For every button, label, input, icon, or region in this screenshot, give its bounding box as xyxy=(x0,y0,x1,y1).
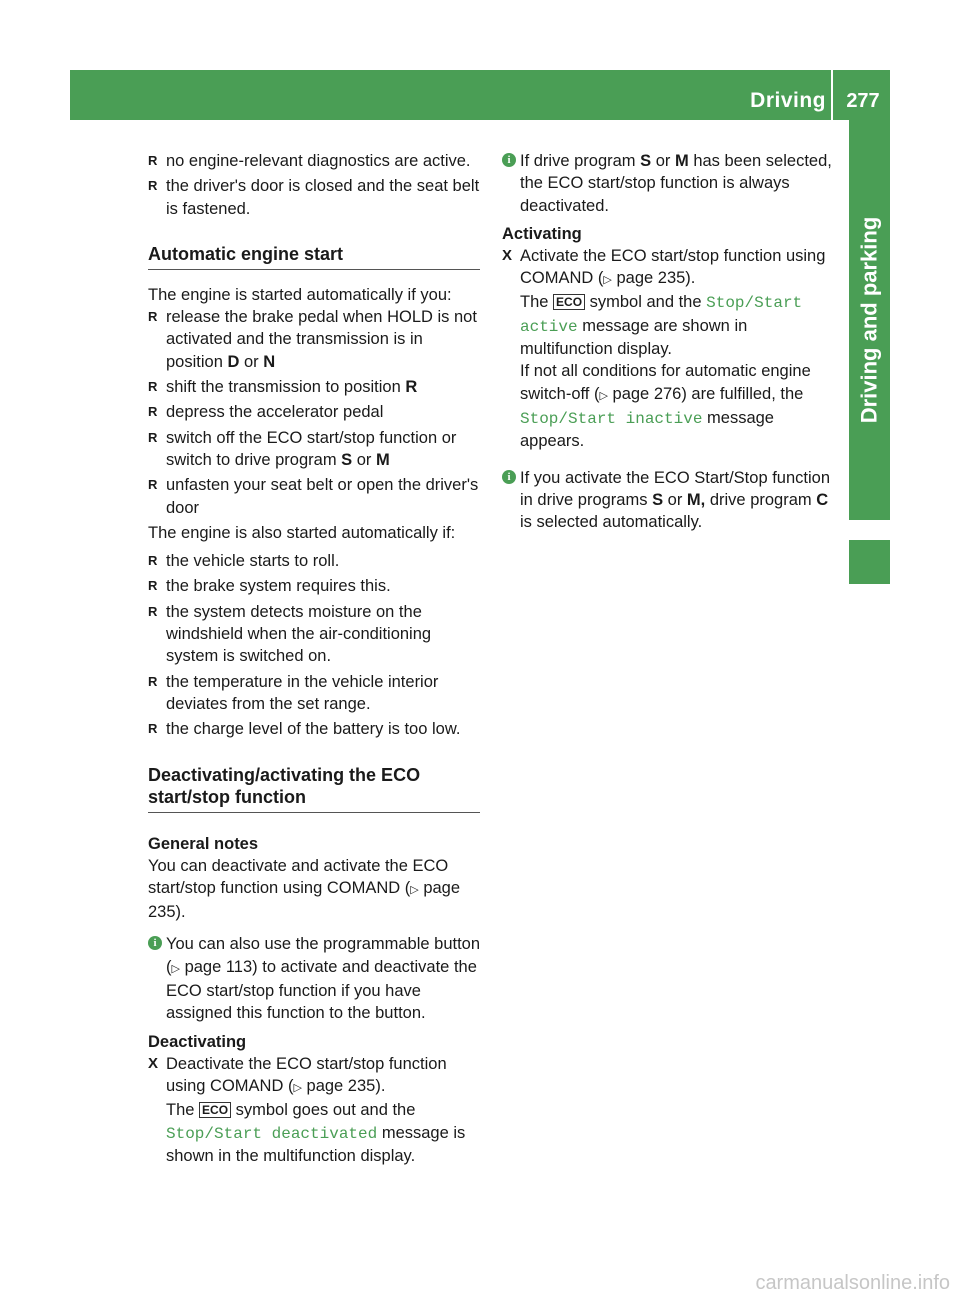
header-divider xyxy=(831,70,833,120)
chapter-marker xyxy=(849,540,890,584)
info-icon: i xyxy=(148,936,162,950)
paragraph: The engine is started automatically if you: xyxy=(148,285,452,304)
watermark: carmanualsonline.info xyxy=(755,1272,950,1294)
info-icon: i xyxy=(502,153,516,167)
chapter-tab-label: Driving and parking xyxy=(856,216,882,424)
list-item: R shift the transmission to position R xyxy=(148,376,480,398)
list-item: R unfasten your seat belt or open the driver's door xyxy=(148,476,479,517)
bullet-icon: R xyxy=(148,404,158,420)
display-message: Stop/Start deactivated xyxy=(166,1124,378,1143)
list-item: R the temperature in the vehicle interior deviates from the set range. xyxy=(148,672,439,713)
bullet-icon: R xyxy=(148,309,158,325)
list-item: R no engine-relevant diagnostics are active. xyxy=(148,150,480,172)
bullet-icon: R xyxy=(148,721,158,737)
instruction-step: X Deactivate the ECO start/stop function using COMAND (▷ page 235). The ECO symbol goes out and the Stop/Start deactivated message is shown in the multifunction display. xyxy=(148,1054,466,1165)
left-column xyxy=(148,150,480,1167)
list-item: R the vehicle starts to roll. xyxy=(148,550,480,572)
instruction-note: If not all conditions for automatic engine switch-off (▷ page 276) are fulfilled, the Stop/Start inactive message appears. xyxy=(520,362,811,451)
bullet-icon: R xyxy=(148,379,158,395)
bullet-icon: R xyxy=(148,153,158,168)
step-icon: X xyxy=(502,246,513,264)
eco-icon: ECO xyxy=(199,1102,231,1118)
step-icon: X xyxy=(148,1054,159,1072)
page-ref-icon: ▷ xyxy=(603,274,612,287)
page-ref-icon: ▷ xyxy=(293,1081,302,1094)
bullet-icon: R xyxy=(148,673,158,689)
info-note: i If drive program S or M has been selected, the ECO start/stop function is always deactivated. xyxy=(502,150,838,217)
display-message: Stop/Start inactive xyxy=(520,409,703,428)
bullet-icon: R xyxy=(148,178,158,194)
bullet-icon: R xyxy=(148,578,158,594)
page-ref-icon: ▷ xyxy=(410,883,419,896)
bullet-icon: R xyxy=(148,553,158,569)
page-ref-icon: ▷ xyxy=(599,389,608,402)
list-item: R the system detects moisture on the windshield when the air-conditioning system is switched on. xyxy=(148,602,432,666)
heading-deactivating-activating: Deactivating/activating the ECO start/stop function xyxy=(148,764,480,813)
heading-general-notes: General notes xyxy=(148,834,259,853)
list-item: R the driver's door is closed and the seat belt is fastened. xyxy=(148,177,480,218)
right-column xyxy=(502,150,838,533)
paragraph: You can deactivate and activate the ECO start/stop function using COMAND (▷ page 235). xyxy=(148,856,461,922)
heading-deactivating: Deactivating xyxy=(148,1032,247,1051)
info-note: i You can also use the programmable button (▷ page 113) to activate and deactivate the ECO start/stop function if you have assigned this function to the button. xyxy=(148,933,480,1024)
bullet-icon: R xyxy=(148,429,158,445)
list-item: R the brake system requires this. xyxy=(148,575,480,597)
eco-icon: ECO xyxy=(553,294,585,310)
list-item: R switch off the ECO start/stop function or switch to drive program S or M xyxy=(148,428,457,469)
info-icon: i xyxy=(502,470,516,484)
list-item: R release the brake pedal when HOLD is not activated and the transmission is in position D or N xyxy=(148,308,477,371)
instruction-step: X Activate the ECO start/stop function using COMAND (▷ page 235). The ECO symbol and the Stop/Start active message are shown in multifunction display. xyxy=(502,246,826,359)
display-message: Stop/Start active xyxy=(520,294,803,336)
section-title: Driving xyxy=(750,89,826,112)
list-item: R the charge level of the battery is too low. xyxy=(148,718,480,740)
page-ref-icon: ▷ xyxy=(171,962,180,975)
paragraph: The engine is also started automatically if: xyxy=(148,523,456,542)
heading-activating: Activating xyxy=(502,224,582,243)
page-number: 277 xyxy=(846,90,880,112)
bullet-icon: R xyxy=(148,477,158,493)
bullet-icon: R xyxy=(148,603,158,619)
heading-automatic-engine-start: Automatic engine start xyxy=(148,243,480,270)
list-item: R depress the accelerator pedal xyxy=(148,401,480,423)
info-note: i If you activate the ECO Start/Stop function in drive programs S or M, drive program C is selected automatically. xyxy=(502,467,838,534)
